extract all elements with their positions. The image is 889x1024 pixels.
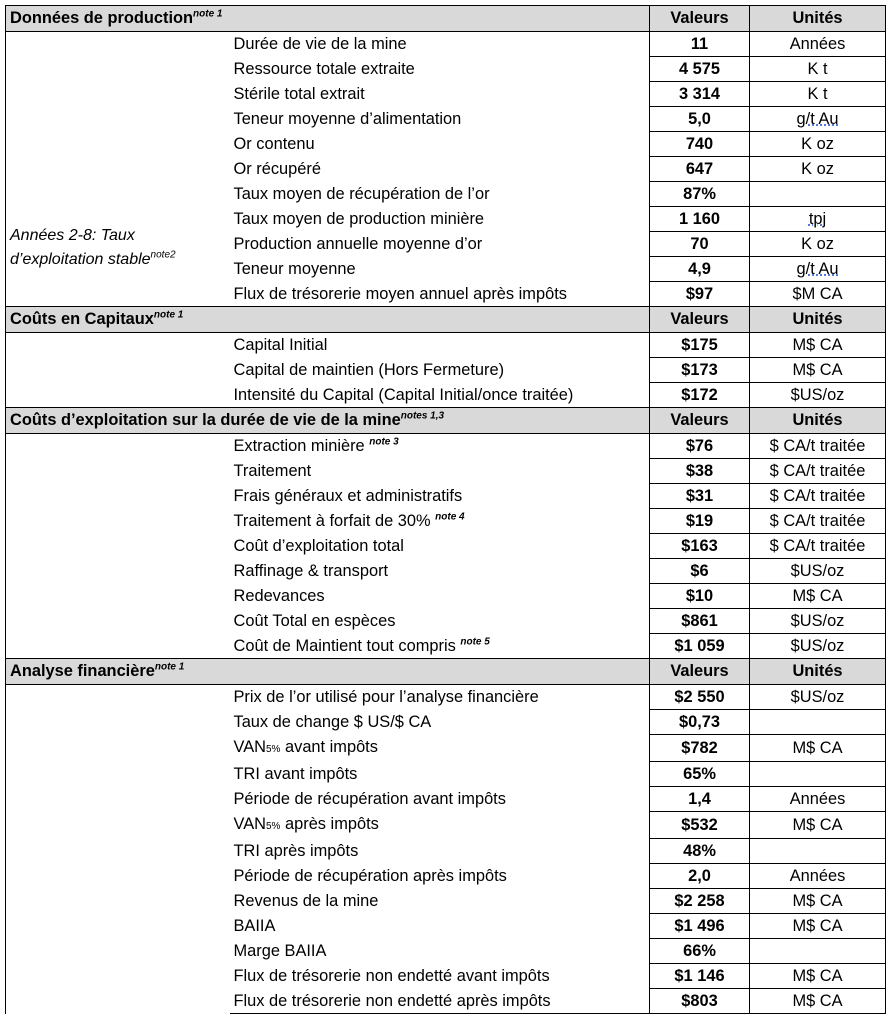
- row-label: Traitement: [233, 462, 312, 480]
- row-unit-text: tpj: [808, 210, 827, 228]
- row-label: Coût de Maintient tout compris: [233, 636, 456, 655]
- row-note: note 3: [369, 436, 399, 448]
- row-label-cell: [230, 559, 650, 584]
- section-header-row: [6, 408, 886, 434]
- row-label: Prix de l’or utilisé pour l’analyse financière: [233, 688, 539, 707]
- row-label-cell: [230, 864, 650, 889]
- row-value: $803: [650, 989, 750, 1014]
- row-unit: [750, 257, 886, 282]
- row-unit-text: Années: [789, 35, 846, 53]
- row-unit-text: M$ CA: [792, 587, 843, 605]
- row-unit-text: $M CA: [792, 285, 843, 303]
- row-unit: [750, 509, 886, 534]
- row-label: Flux de trésorerie non endetté avant impôts: [233, 967, 550, 985]
- row-unit-text: $ CA/t traitée: [769, 512, 866, 530]
- row-note: note 5: [460, 636, 490, 648]
- row-label: Teneur moyenne d’alimentation: [233, 110, 462, 128]
- row-unit-text: $ CA/t traitée: [769, 487, 866, 505]
- row-unit: [750, 762, 886, 787]
- row-unit-text: M$ CA: [792, 739, 843, 757]
- row-value: 11: [650, 32, 750, 57]
- row-value: 65%: [650, 762, 750, 787]
- row-value: $861: [650, 609, 750, 634]
- row-label-cell: [230, 939, 650, 964]
- row-unit-text: $US/oz: [790, 562, 845, 580]
- row-label-cell: [230, 207, 650, 232]
- row-unit: [750, 32, 886, 57]
- row-label: Coût d’exploitation total: [233, 537, 404, 555]
- row-value: $782: [650, 735, 750, 762]
- row-value: $1 496: [650, 914, 750, 939]
- row-label-cell: [230, 710, 650, 735]
- row-label-cell: [230, 107, 650, 132]
- row-value: 48%: [650, 839, 750, 864]
- units-column-header: Unités: [750, 659, 886, 685]
- row-label: Coût Total en espèces: [233, 612, 396, 630]
- row-value: 1 160: [650, 207, 750, 232]
- section-header-row: [6, 659, 886, 685]
- row-unit-text: M$ CA: [792, 917, 843, 935]
- row-label: Période de récupération après impôts: [233, 867, 507, 885]
- row-label-cell: [230, 82, 650, 107]
- values-column-header: Valeurs: [650, 6, 750, 32]
- row-value: $173: [650, 358, 750, 383]
- row-unit-text: K t: [807, 85, 828, 103]
- row-label-cell: [230, 459, 650, 484]
- row-unit-text: K t: [807, 60, 828, 78]
- row-unit: [750, 132, 886, 157]
- row-unit: [750, 685, 886, 710]
- row-unit: [750, 735, 886, 762]
- row-unit: [750, 559, 886, 584]
- row-unit: [750, 939, 886, 964]
- table-row: [6, 333, 886, 358]
- row-label-cell: [230, 839, 650, 864]
- section-title: Analyse financière: [10, 662, 155, 680]
- row-label-cell: [230, 434, 650, 459]
- row-value: $1 059: [650, 634, 750, 659]
- row-label: Ressource totale extraite: [233, 60, 415, 78]
- row-unit-text: $US/oz: [790, 688, 845, 706]
- row-unit: [750, 534, 886, 559]
- row-unit: [750, 914, 886, 939]
- row-note: note 4: [435, 511, 465, 523]
- row-label: VAN: [233, 737, 266, 756]
- row-unit: [750, 839, 886, 864]
- row-label-cell: [230, 182, 650, 207]
- row-unit: [750, 358, 886, 383]
- section-title: Coûts d’exploitation sur la durée de vie de la mine: [10, 411, 401, 429]
- units-column-header: Unités: [750, 307, 886, 333]
- row-label: Intensité du Capital (Capital Initial/once traitée): [233, 385, 574, 404]
- row-value: 3 314: [650, 82, 750, 107]
- row-label-cell: [230, 257, 650, 282]
- row-label-cell: [230, 634, 650, 659]
- side-empty-cell: [6, 333, 230, 408]
- row-label: Stérile total extrait: [233, 85, 365, 103]
- section-title: Données de production: [10, 9, 194, 27]
- section-note: note 1: [154, 661, 185, 673]
- row-label: Raffinage & transport: [233, 562, 389, 580]
- units-column-header: Unités: [750, 408, 886, 434]
- row-label-cell: [230, 282, 650, 307]
- row-unit-text: M$ CA: [792, 992, 843, 1010]
- row-unit: [750, 609, 886, 634]
- row-value: $76: [650, 434, 750, 459]
- side-note-line1: Années 2-8: Taux: [10, 227, 135, 244]
- row-unit-text: $US/oz: [790, 386, 845, 404]
- row-label-cell: [230, 157, 650, 182]
- row-value: $2 550: [650, 685, 750, 710]
- row-unit: [750, 157, 886, 182]
- row-label-cell: [230, 232, 650, 257]
- row-label-cell: [230, 534, 650, 559]
- row-unit: [750, 710, 886, 735]
- row-label-suffix: après impôts: [280, 814, 379, 833]
- side-empty-cell: [6, 434, 230, 659]
- values-column-header: Valeurs: [650, 307, 750, 333]
- row-unit: [750, 107, 886, 132]
- row-label-cell: [230, 812, 650, 839]
- row-label-cell: [230, 358, 650, 383]
- row-unit: [750, 207, 886, 232]
- row-value: $172: [650, 383, 750, 408]
- project-summary-table: [5, 5, 886, 1014]
- values-column-header: Valeurs: [650, 408, 750, 434]
- row-label-cell: [230, 762, 650, 787]
- table-row: [6, 685, 886, 710]
- row-label-cell: [230, 609, 650, 634]
- row-label: Production annuelle moyenne d’or: [233, 235, 483, 253]
- row-unit: [750, 333, 886, 358]
- row-unit: [750, 484, 886, 509]
- row-unit: [750, 584, 886, 609]
- row-unit: [750, 989, 886, 1014]
- row-label-cell: [230, 509, 650, 534]
- section-title-cell: [6, 6, 650, 32]
- row-value: 70: [650, 232, 750, 257]
- row-value: 4,9: [650, 257, 750, 282]
- section-note: notes 1,3: [400, 410, 445, 422]
- side-note-cell: [6, 32, 230, 307]
- row-label-subscript: 5%: [266, 743, 281, 755]
- side-note-line2: d’exploitation stable: [10, 251, 151, 268]
- row-unit: [750, 57, 886, 82]
- row-unit-text: M$ CA: [792, 892, 843, 910]
- row-unit: [750, 787, 886, 812]
- row-unit-text: g/t Au: [796, 260, 839, 278]
- row-label: Flux de trésorerie moyen annuel après impôts: [233, 284, 567, 303]
- row-label-cell: [230, 383, 650, 408]
- row-unit: [750, 282, 886, 307]
- row-label: Marge BAIIA: [233, 942, 327, 960]
- row-label: Or contenu: [233, 135, 315, 153]
- row-label-cell: [230, 57, 650, 82]
- row-unit: [750, 964, 886, 989]
- section-title-cell: [6, 307, 650, 333]
- row-unit: [750, 434, 886, 459]
- row-label: Extraction minière: [233, 437, 365, 456]
- row-label: Période de récupération avant impôts: [233, 790, 506, 808]
- units-column-header: Unités: [750, 6, 886, 32]
- row-value: 66%: [650, 939, 750, 964]
- row-label: VAN: [233, 814, 266, 833]
- row-label: Redevances: [233, 587, 325, 605]
- row-value: $38: [650, 459, 750, 484]
- section-header-row: [6, 307, 886, 333]
- row-label: TRI avant impôts: [233, 765, 358, 783]
- side-note-sup: note2: [150, 249, 176, 261]
- row-value: $532: [650, 812, 750, 839]
- row-unit: [750, 232, 886, 257]
- row-label: Or récupéré: [233, 160, 321, 178]
- row-label: Taux moyen de production minière: [233, 210, 485, 228]
- row-label-subscript: 5%: [266, 820, 281, 832]
- row-label: Teneur moyenne: [233, 260, 356, 278]
- row-label: Revenus de la mine: [233, 892, 379, 910]
- values-column-header: Valeurs: [650, 659, 750, 685]
- row-label-cell: [230, 989, 650, 1014]
- table-row: [6, 434, 886, 459]
- row-value: 740: [650, 132, 750, 157]
- row-label-cell: [230, 914, 650, 939]
- row-label: Frais généraux et administratifs: [233, 487, 463, 505]
- row-label: Durée de vie de la mine: [233, 35, 407, 54]
- row-unit: [750, 82, 886, 107]
- row-label-suffix: avant impôts: [280, 737, 378, 756]
- row-label: TRI après impôts: [233, 842, 359, 860]
- row-label-cell: [230, 584, 650, 609]
- row-value: $2 258: [650, 889, 750, 914]
- row-label-cell: [230, 685, 650, 710]
- row-value: $6: [650, 559, 750, 584]
- section-title: Coûts en Capitaux: [10, 310, 154, 328]
- row-value: 2,0: [650, 864, 750, 889]
- row-value: $0,73: [650, 710, 750, 735]
- row-value: $163: [650, 534, 750, 559]
- row-value: $31: [650, 484, 750, 509]
- row-label: Taux de change $ US/$ CA: [233, 713, 432, 731]
- row-value: $97: [650, 282, 750, 307]
- row-value: $175: [650, 333, 750, 358]
- row-unit-text: g/t Au: [796, 110, 839, 128]
- row-label-cell: [230, 735, 650, 762]
- row-unit-text: M$ CA: [792, 336, 843, 354]
- row-label-cell: [230, 484, 650, 509]
- row-unit-text: M$ CA: [792, 816, 843, 834]
- row-unit-text: Années: [789, 867, 846, 885]
- section-note: note 1: [153, 309, 184, 321]
- row-unit-text: $ CA/t traitée: [769, 462, 866, 480]
- row-label: Flux de trésorerie non endetté après impôts: [233, 991, 551, 1010]
- row-value: 4 575: [650, 57, 750, 82]
- row-value: $19: [650, 509, 750, 534]
- row-unit-text: M$ CA: [792, 967, 843, 985]
- row-unit: [750, 459, 886, 484]
- side-note: [10, 224, 226, 272]
- side-empty-cell: [6, 685, 230, 1014]
- row-unit-text: K oz: [801, 135, 834, 153]
- row-unit-text: $ CA/t traitée: [769, 537, 866, 555]
- row-value: $10: [650, 584, 750, 609]
- row-label-cell: [230, 132, 650, 157]
- row-label-cell: [230, 964, 650, 989]
- row-value: 5,0: [650, 107, 750, 132]
- row-unit-text: M$ CA: [792, 361, 843, 379]
- row-unit-text: $US/oz: [790, 637, 845, 655]
- row-value: 87%: [650, 182, 750, 207]
- row-label-cell: [230, 333, 650, 358]
- row-unit-text: $ CA/t traitée: [769, 437, 866, 455]
- row-label-cell: [230, 889, 650, 914]
- section-note: note 1: [193, 8, 223, 20]
- row-unit-text: Années: [789, 790, 846, 808]
- row-unit-text: K oz: [801, 235, 834, 253]
- row-label: Capital Initial: [233, 336, 328, 355]
- row-label: Traitement à forfait de 30%: [233, 512, 431, 530]
- row-value: 647: [650, 157, 750, 182]
- table-row: [6, 32, 886, 57]
- row-unit: [750, 812, 886, 839]
- row-label-cell: [230, 32, 650, 57]
- row-unit: [750, 182, 886, 207]
- row-label: BAIIA: [233, 917, 276, 935]
- row-unit: [750, 889, 886, 914]
- row-value: $1 146: [650, 964, 750, 989]
- row-label: Taux moyen de récupération de l’or: [233, 185, 490, 203]
- row-unit-text: $US/oz: [790, 612, 845, 630]
- section-header-row: [6, 6, 886, 32]
- row-unit-text: K oz: [801, 160, 834, 178]
- row-label-cell: [230, 787, 650, 812]
- row-unit: [750, 634, 886, 659]
- row-label: Capital de maintien (Hors Fermeture): [233, 361, 505, 379]
- row-unit: [750, 383, 886, 408]
- section-title-cell: [6, 659, 650, 685]
- section-title-cell: [6, 408, 650, 434]
- row-unit: [750, 864, 886, 889]
- row-value: 1,4: [650, 787, 750, 812]
